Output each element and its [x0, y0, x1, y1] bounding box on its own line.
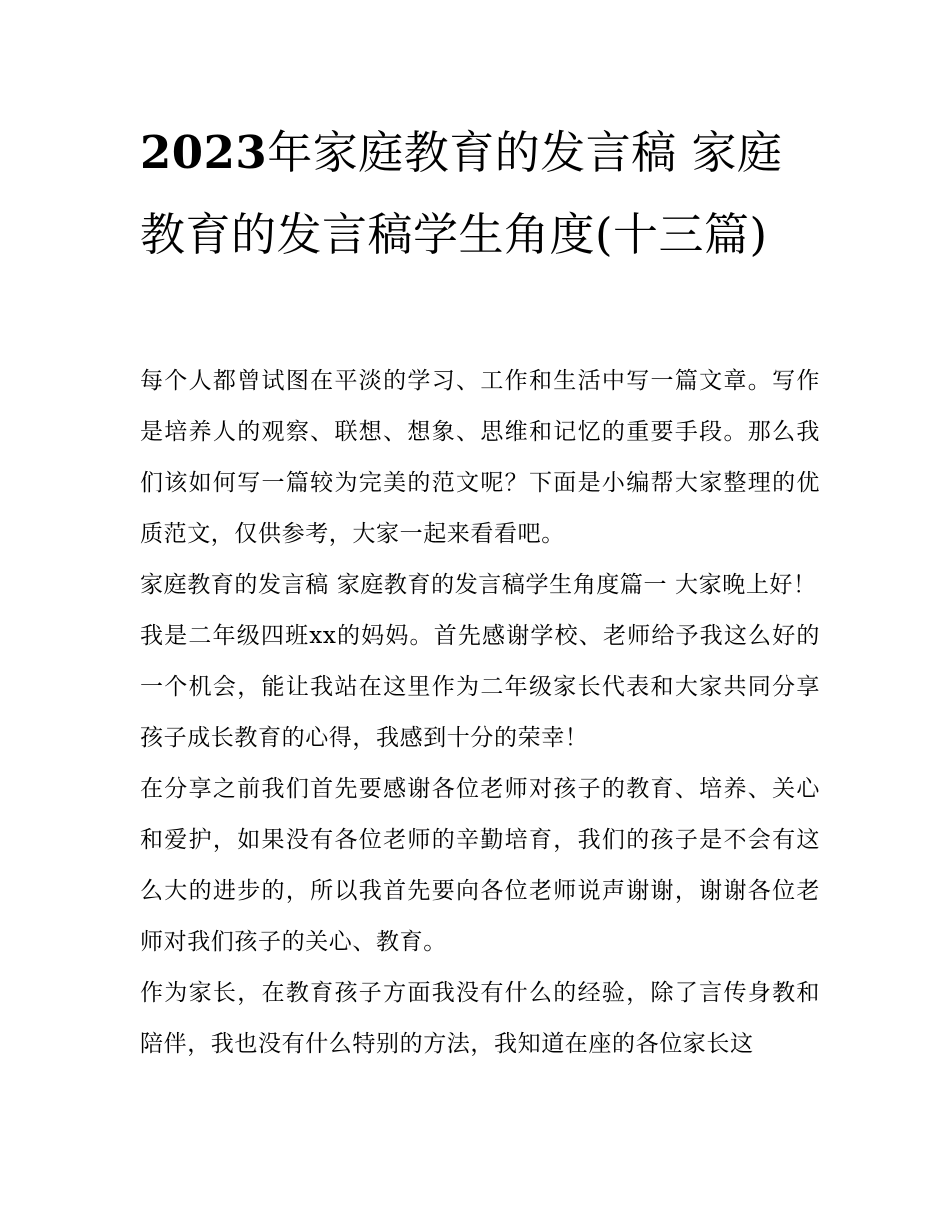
title-year: 2023 — [140, 126, 268, 179]
title-text: 年家庭教育的发言稿 家庭教育的发言稿学生角度(十三篇) — [140, 126, 783, 261]
paragraph-intro: 每个人都曾试图在平淡的学习、工作和生活中写一篇文章。写作是培养人的观察、联想、想象、思维和记忆的重要手段。那么我们该如何写一篇较为完美的范文呢？下面是小编帮大家整理的优质范文，仅供参考，大家一起来看看吧。 — [140, 368, 820, 547]
paragraph-self-introduction: 我是二年级四班xx的妈妈。首先感谢学校、老师给予我这么好的一个机会，能让我站在这里作为二年级家长代表和大家共同分享孩子成长教育的心得，我感到十分的荣幸！ — [140, 623, 820, 751]
paragraph-greeting: 家庭教育的发言稿 家庭教育的发言稿学生角度篇一 大家晚上好！ — [140, 572, 817, 598]
paragraph-thanks-teachers: 在分享之前我们首先要感谢各位老师对孩子的教育、培养、关心和爱护，如果没有各位老师的辛勤培育，我们的孩子是不会有这么大的进步的，所以我首先要向各位老师说声谢谢，谢谢各位老师对我们孩子的关心、教育。 — [140, 776, 820, 955]
paragraph-parent-experience: 作为家长，在教育孩子方面我没有什么的经验，除了言传身教和陪伴，我也没有什么特别的方法，我知道在座的各位家长这 — [140, 980, 820, 1057]
document-body — [140, 356, 820, 1070]
document-title — [140, 112, 820, 276]
